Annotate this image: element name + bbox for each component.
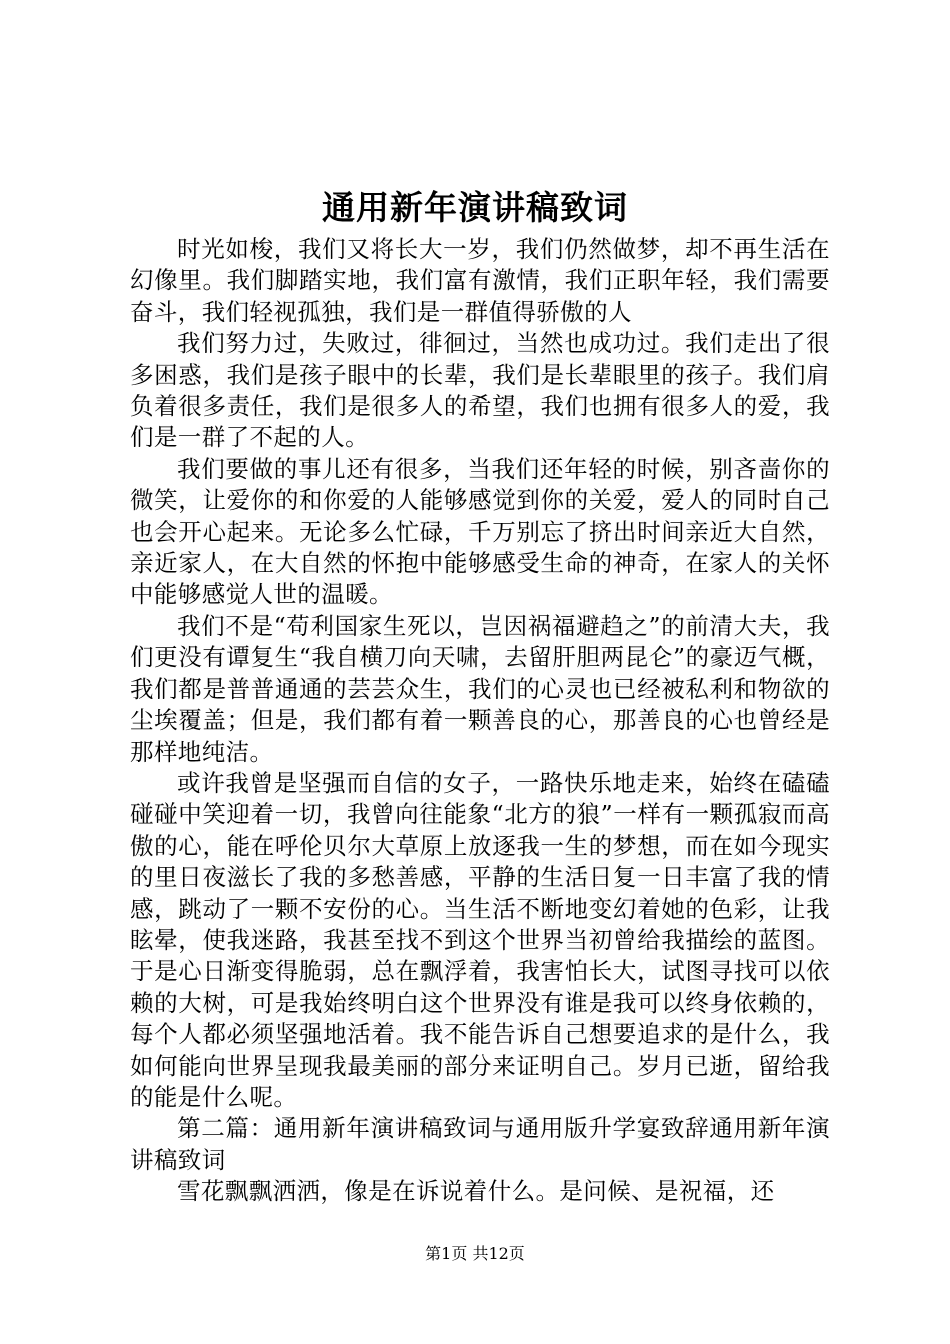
page-number-footer: 第1页 共12页 <box>425 1244 525 1263</box>
paragraph: 或许我曾是坚强而自信的女子，一路快乐地走来，始终在磕磕碰碰中笑迎着一切，我曾向往能象“北方的狼”一样有一颗孤寂而高傲的心，能在呼伦贝尔大草原上放逐我一生的梦想，而在如今现实的里日夜滋长了我的多愁善感，平静的生活日复一日丰富了我的情感，跳动了一颗不安份的心。当生活不断地变幻着她的色彩，让我眩晕，使我迷路，我甚至找不到这个世界当初曾给我描绘的蓝图。于是心日渐变得脆弱，总在飘浮着，我害怕长大，试图寻找可以依赖的大树，可是我始终明白这个世界没有谁是我可以终身依赖的，每个人都必须坚强地活着。我不能告诉自己想要追求的是什么，我如何能向世界呈现我最美丽的部分来证明自己。岁月已逝，留给我的能是什么呢。 <box>130 768 830 1111</box>
paragraph: 雪花飘飘洒洒，像是在诉说着什么。是问候、是祝福，还 <box>177 1177 775 1206</box>
paragraph: 我们要做的事儿还有很多，当我们还年轻的时候，别吝啬你的微笑，让爱你的和你爱的人能够感觉到你的关爱，爱人的同时自己也会开心起来。无论多么忙碌，千万别忘了挤出时间亲近大自然，亲近家人，在大自然的怀抱中能够感受生命的神奇，在家人的关怀中能够感觉人世的温暖。 <box>130 454 830 609</box>
paragraph: 我们不是“苟利国家生死以，岂因祸福避趋之”的前清大夫，我们更没有谭复生“我自横刀向天啸，去留肝胆两昆仑”的豪迈气概，我们都是普普通通的芸芸众生，我们的心灵也已经被私利和物欲的尘埃覆盖；但是，我们都有着一颗善良的心，那善良的心也曾经是那样地纯洁。 <box>130 611 830 766</box>
paragraph: 我们努力过，失败过，徘徊过，当然也成功过。我们走出了很多困惑，我们是孩子眼中的长辈，我们是长辈眼里的孩子。我们肩负着很多责任，我们是很多人的希望，我们也拥有很多人的爱，我们是一群了不起的人。 <box>130 329 830 452</box>
paragraph: 时光如梭，我们又将长大一岁，我们仍然做梦，却不再生活在幻像里。我们脚踏实地，我们富有激情，我们正职年轻，我们需要奋斗，我们轻视孤独，我们是一群值得骄傲的人 <box>130 235 830 326</box>
section-heading: 第二篇：通用新年演讲稿致词与通用版升学宴致辞通用新年演讲稿致词 <box>130 1114 830 1174</box>
document-body <box>130 234 830 1208</box>
document-title: 通用新年演讲稿致词 <box>322 188 628 227</box>
